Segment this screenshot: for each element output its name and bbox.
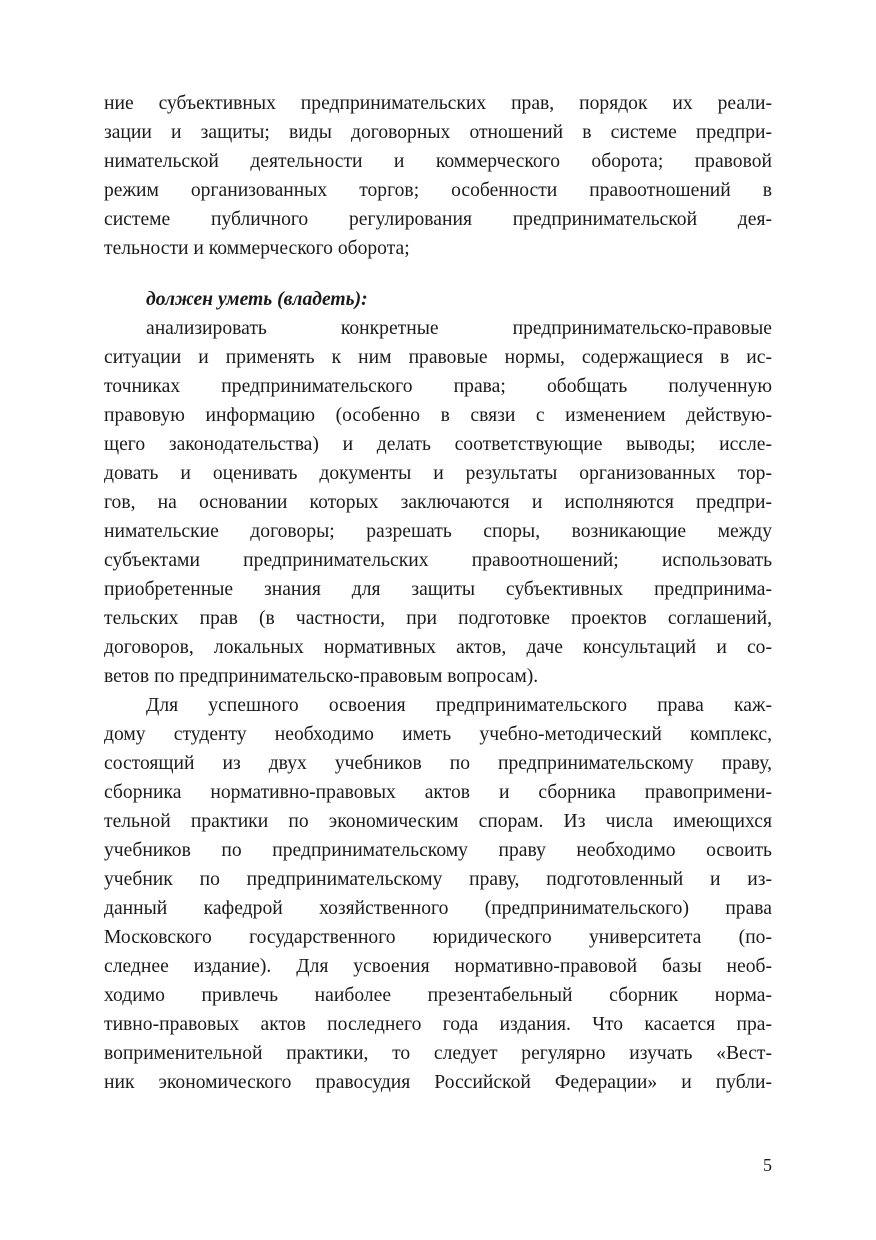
text-line: ветов по предпринимательско-правовым вопросам). — [104, 666, 539, 687]
text-line: данный кафедрой хозяйственного (предпринимательского) права — [104, 898, 772, 919]
text-line: тивно-правовых актов последнего года издания. Что касается пра- — [104, 1014, 772, 1035]
text-line: режим организованных торгов; особенности правоотношений в — [104, 180, 772, 201]
text-line: довать и оценивать документы и результаты организованных тор- — [104, 463, 772, 484]
text-line: воприменительной практики, то следует регулярно изучать «Вест- — [104, 1043, 772, 1064]
text-line: ние субъективных предпринимательских прав, порядок их реали- — [104, 93, 772, 114]
text-line: тельских прав (в частности, при подготовке проектов соглашений, — [104, 608, 772, 629]
text-line: системе публичного регулирования предпринимательской дея- — [104, 209, 772, 230]
page-number: 5 — [763, 1155, 772, 1175]
text-line: учебник по предпринимательскому праву, подготовленный и из- — [104, 869, 772, 890]
text-line: Московского государственного юридического университета (по- — [104, 927, 772, 948]
text-line: учебников по предпринимательскому праву необходимо освоить — [104, 840, 772, 861]
text-line: сборника нормативно-правовых актов и сборника правопримени- — [104, 782, 772, 803]
skills-heading: должен уметь (владеть): — [146, 289, 368, 310]
text-line: Для успешного освоения предпринимательского права каж- — [146, 695, 772, 716]
text-line: дому студенту необходимо иметь учебно-методический комплекс, — [104, 724, 772, 745]
text-line: ник экономического правосудия Российской Федерации» и публи- — [104, 1072, 772, 1093]
text-line: тельности и коммерческого оборота; — [104, 238, 410, 259]
skills-paragraph — [104, 314, 772, 691]
text-line: правовую информацию (особенно в связи с изменением действую- — [104, 405, 772, 426]
text-line: зации и защиты; виды договорных отношений в системе предпри- — [104, 122, 772, 143]
page-text — [104, 89, 772, 1097]
text-line: ситуации и применять к ним правовые нормы, содержащиеся в ис- — [104, 347, 772, 368]
text-line: договоров, локальных нормативных актов, даче консультаций и со- — [104, 637, 772, 658]
text-line: нимательские договоры; разрешать споры, возникающие между — [104, 521, 772, 542]
text-line: щего законодательства) и делать соответствующие выводы; иссле- — [104, 434, 772, 455]
text-line: приобретенные знания для защиты субъективных предпринима- — [104, 579, 772, 600]
study-paragraph — [104, 691, 772, 1097]
text-line: гов, на основании которых заключаются и исполняются предпри- — [104, 492, 772, 513]
text-line: тельной практики по экономическим спорам. Из числа имеющихся — [104, 811, 772, 832]
paragraph-gap — [104, 263, 772, 285]
paragraph-continuation — [104, 89, 772, 263]
text-line: субъектами предпринимательских правоотношений; использовать — [104, 550, 772, 571]
text-line: ходимо привлечь наиболее презентабельный сборник норма- — [104, 985, 772, 1006]
text-line: следнее издание). Для усвоения нормативно-правовой базы необ- — [104, 956, 772, 977]
text-line: нимательской деятельности и коммерческого оборота; правовой — [104, 151, 772, 172]
text-line: анализировать конкретные предпринимательско-правовые — [146, 318, 772, 339]
text-line: состоящий из двух учебников по предпринимательскому праву, — [104, 753, 772, 774]
text-line: точниках предпринимательского права; обобщать полученную — [104, 376, 772, 397]
